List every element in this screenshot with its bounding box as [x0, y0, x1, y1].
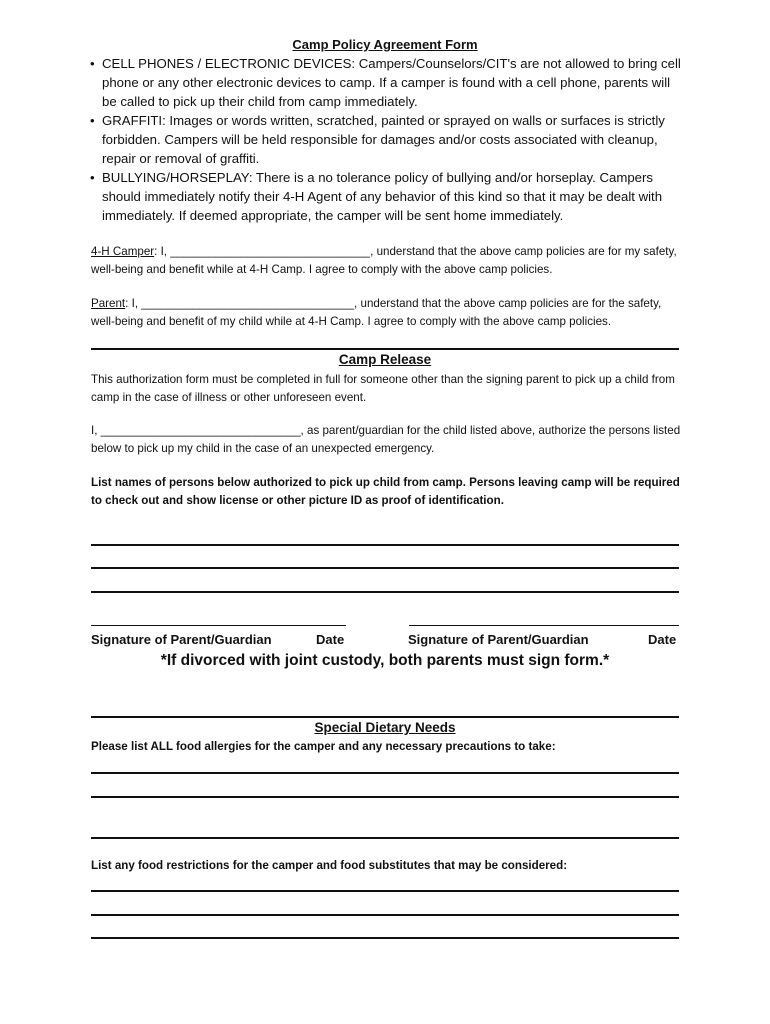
restrictions-line-3[interactable] — [91, 937, 679, 939]
policy-cell-phones — [78, 54, 688, 111]
authorized-person-line-2[interactable] — [91, 567, 679, 569]
allergies-prompt: Please list ALL food allergies for the camper and any necessary precautions to take: — [91, 740, 556, 753]
release-intro: This authorization form must be completed in full for someone other than the signing parent to pick up a child from camp in the case of illness or other unforeseen event. — [91, 373, 675, 404]
allergies-line-1[interactable] — [91, 772, 679, 774]
authorized-person-line-1[interactable] — [91, 544, 679, 546]
date-label-right: Date — [648, 632, 677, 647]
allergies-line-2[interactable] — [91, 796, 679, 798]
signature-line-left[interactable] — [91, 625, 346, 626]
policy-list — [78, 54, 688, 225]
policy-graffiti — [78, 111, 688, 168]
policy-bullying — [78, 168, 688, 225]
custody-note: *If divorced with joint custody, both parents must sign form.* — [160, 652, 610, 669]
bullet-icon: • — [90, 56, 95, 71]
camper-statement — [91, 243, 683, 279]
parent-text[interactable]: : I, _________________________________, understand that the above camp policies are for the safety, well-being and benefit of my child while at 4-H Camp. I agree to comply with the above camp policies. — [91, 297, 662, 328]
release-authorize[interactable]: I, _______________________________, as parent/guardian for the child listed above, authorize the persons listed below to pick up my child in the case of an unexpected emergency. — [91, 424, 681, 455]
restrictions-line-2[interactable] — [91, 914, 679, 916]
allergies-line-3[interactable] — [91, 837, 679, 839]
release-instructions: List names of persons below authorized to pick up child from camp. Persons leaving camp will be required to check out and show license or other picture ID as proof of identification. — [91, 476, 680, 507]
bullet-icon: • — [90, 113, 95, 128]
dietary-title: Special Dietary Needs — [314, 720, 456, 735]
signature-line-right[interactable] — [409, 625, 679, 626]
date-label-left: Date — [316, 632, 345, 647]
authorized-person-line-3[interactable] — [91, 591, 679, 593]
parent-label: Parent — [91, 297, 126, 310]
restrictions-line-1[interactable] — [91, 890, 679, 892]
release-title: Camp Release — [338, 352, 432, 367]
restrictions-prompt: List any food restrictions for the camper and food substitutes that may be considered: — [91, 859, 568, 872]
policy-text: GRAFFITI: Images or words written, scratched, painted or sprayed on walls or surfaces is strictly forbidden. Campers will be held responsible for damages and/or costs associated with cleanup, repair or removal of graffiti. — [102, 113, 665, 166]
policy-text: BULLYING/HORSEPLAY: There is a no tolerance policy of bullying and/or horseplay. Campers should immediately notify their 4-H Agent of any behavior of this kind so that it may be dealt with immediately. If deemed appropriate, the camper will be sent home immediately. — [102, 170, 663, 223]
bullet-icon: • — [90, 170, 95, 185]
parent-statement — [91, 295, 683, 331]
signature-label-left: Signature of Parent/Guardian — [91, 632, 272, 647]
section-divider — [91, 348, 679, 350]
section-divider — [91, 716, 679, 718]
form-title: Camp Policy Agreement Form — [292, 37, 478, 52]
camper-label: 4-H Camper — [91, 245, 155, 258]
camper-text[interactable]: : I, _______________________________, understand that the above camp policies are for my safety, well-being and benefit while at 4-H Camp. I agree to comply with the above camp policies. — [91, 245, 677, 276]
signature-label-right: Signature of Parent/Guardian — [408, 632, 589, 647]
policy-text: CELL PHONES / ELECTRONIC DEVICES: Campers/Counselors/CIT's are not allowed to bring cell phone or any other electronic devices to camp. If a camper is found with a cell phone, parents will be called to pick up their child from camp immediately. — [102, 56, 681, 109]
